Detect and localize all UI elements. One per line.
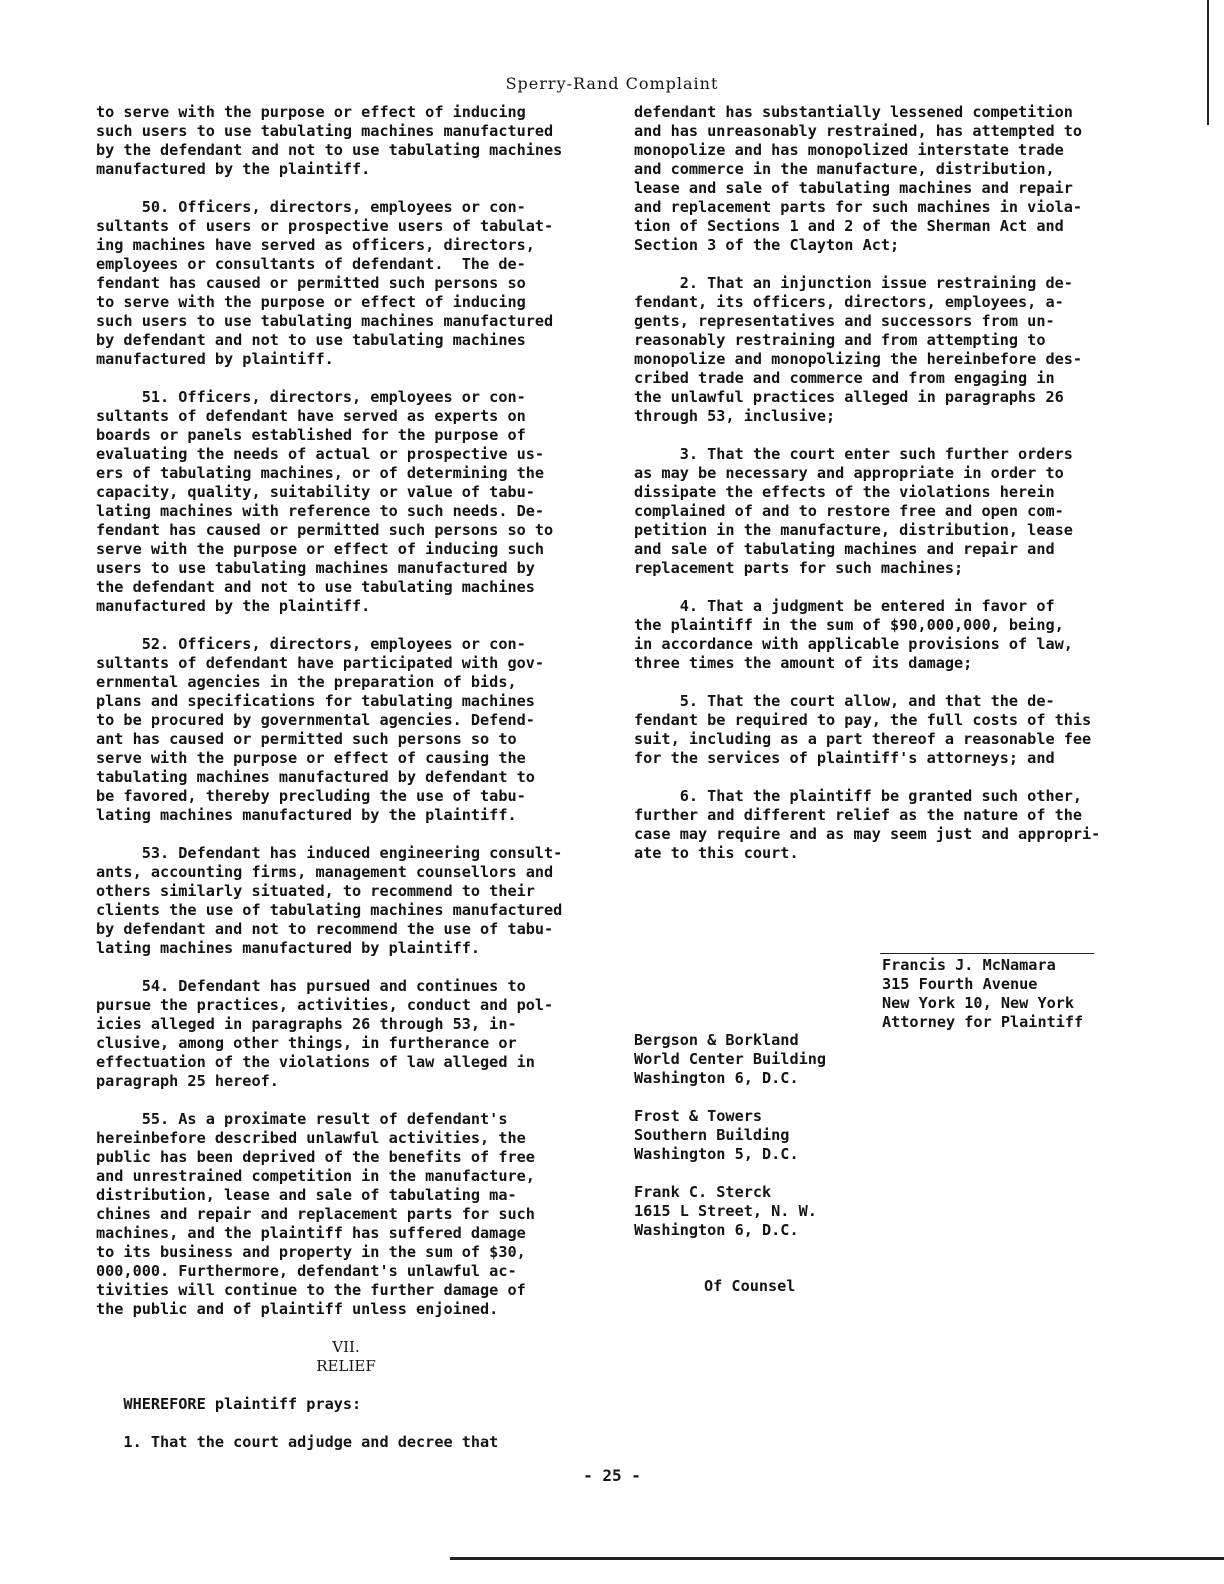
counsel-list: [634, 1031, 826, 1259]
counsel-frank-sterck: Frank C. Sterck 1615 L Street, N. W. Washington 6, D.C.: [634, 1183, 817, 1239]
left-column: [96, 103, 596, 1471]
paragraph-55: 55. As a proximate result of defendant's hereinbefore described unlawful activities, the public has been deprived of the benefits of free and unrestrained competition in the manufacture, distribution, lease and sale of tabulating ma- chines and repair and replacement parts for such machines, and the plaintiff has suffered damage to its business and property in the sum of $30, 000,000. Furthermore, defendant's unlawful ac- tivities will continue to the further damage of the public and of plaintiff unless enjoined.: [96, 1110, 535, 1318]
page-number: - 25 -: [583, 1466, 641, 1485]
prayer-6: 6. That the plaintiff be granted such other, further and different relief as the nature of the case may require and as may seem just and appropri- ate to this court.: [634, 787, 1101, 862]
counsel-frost-towers: Frost & Towers Southern Building Washington 5, D.C.: [634, 1107, 799, 1163]
prayer-3: 3. That the court enter such further orders as may be necessary and appropriate in order to dissipate the effects of the violations herein complained of and to restore free and open com- petition in the manufacture, distribution, lease and sale of tabulating machines and repair and replacement parts for such machines;: [634, 445, 1073, 577]
signature-line: [880, 953, 1094, 954]
paragraph-53: 53. Defendant has induced engineering consult- ants, accounting firms, management counsellors and others similarly situated, to recommend to their clients the use of tabulating machines manufactured by defendant and not to recommend the use of tabu- lating machines manufactured by plaintiff.: [96, 844, 563, 957]
paragraph-continuation: to serve with the purpose or effect of inducing such users to use tabulating machines manufactured by the defendant and not to use tabulating machines manufactured by the plaintiff.: [96, 103, 563, 178]
right-column: [634, 103, 1134, 882]
prayer-5: 5. That the court allow, and that the de- fendant be required to pay, the full costs of this suit, including as a part thereof a reasonable fee for the services of plaintiff's attorneys; and: [634, 692, 1092, 767]
paragraph-51: 51. Officers, directors, employees or con- sultants of defendant have served as experts on boards or panels established for the purpose of evaluating the needs of actual or prospective us- ers of tabulating machines, or of determining the capacity, quality, suitability or value of tabu- lating machines with reference to such needs. De- fendant has caused or permitted such persons so to serve with the purpose or effect of inducing such users to use tabulating machines manufactured by the defendant and not to use tabulating machines manufactured by the plaintiff.: [96, 388, 554, 615]
scan-edge-bottom: [450, 1557, 1224, 1560]
wherefore-line: WHEREFORE plaintiff prays:: [96, 1395, 362, 1413]
of-counsel-label: Of Counsel: [704, 1277, 796, 1295]
scan-edge-right: [1207, 0, 1209, 125]
paragraph-50: 50. Officers, directors, employees or con- sultants of users or prospective users of tabulat- ing machines have served as officers, directors, employees or consultants of defendant. The de- fendant has caused or permitted such persons so to serve with the purpose or effect of inducing such users to use tabulating machines manufactured by defendant and not to use tabulating machines manufactured by plaintiff.: [96, 198, 554, 368]
prayer-4: 4. That a judgment be entered in favor of the plaintiff in the sum of $90,000,000, being, in accordance with applicable provisions of law, three times the amount of its damage;: [634, 597, 1073, 672]
section-heading: VII. RELIEF: [316, 1338, 376, 1375]
paragraph-54: 54. Defendant has pursued and continues to pursue the practices, activities, conduct and pol- icies alleged in paragraphs 26 through 53, in- clusive, among other things, in furtherance or effectuation of the violations of law alleged in paragraph 25 hereof.: [96, 977, 554, 1090]
prayer-1-start: 1. That the court adjudge and decree that: [96, 1433, 499, 1451]
prayer-2: 2. That an injunction issue restraining de- fendant, its officers, directors, employees, a- gents, representatives and successors from un- reasonably restraining and from attempting to monopolize and monopolizing the hereinbefore des- cribed trade and commerce and from engaging in the unlawful practices alleged in paragraphs 26 through 53, inclusive;: [634, 274, 1083, 425]
paragraph-52: 52. Officers, directors, employees or con- sultants of defendant have participated with gov- ernmental agencies in the preparation of bids, plans and specifications for tabulating machines to be procured by governmental agencies. Defend- ant has caused or permitted such persons so to serve with the purpose or effect of causing the tabulating machines manufactured by defendant to be favored, thereby precluding the use of tabu- lating machines manufactured by the plaintiff.: [96, 635, 545, 824]
attorney-signature-block: Francis J. McNamara 315 Fourth Avenue New York 10, New York Attorney for Plaintiff: [882, 956, 1084, 1031]
prayer-1-continuation: defendant has substantially lessened competition and has unreasonably restrained, has attempted to monopolize and has monopolized interstate trade and commerce in the manufacture, distribution, lease and sale of tabulating machines and repair and replacement parts for such machines in viola- tion of Sections 1 and 2 of the Sherman Act and Section 3 of the Clayton Act;: [634, 103, 1083, 254]
counsel-bergson-borkland: Bergson & Borkland World Center Building Washington 6, D.C.: [634, 1031, 827, 1087]
page-header: Sperry-Rand Complaint: [505, 74, 719, 93]
